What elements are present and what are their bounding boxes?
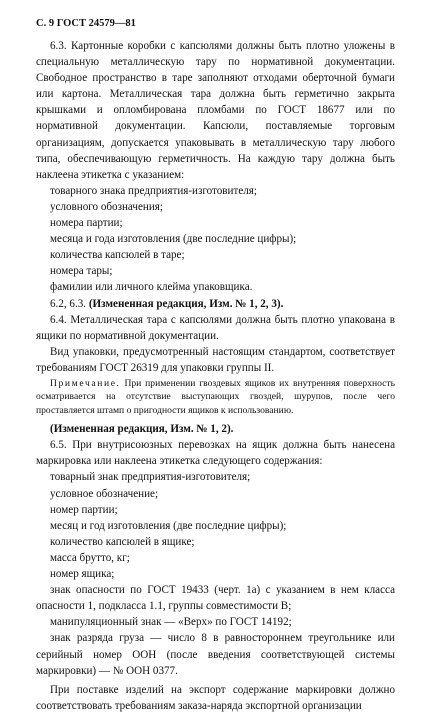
paragraph bbox=[36, 550, 395, 566]
paragraph-text: (Измененная редакция, Изм. № 1, 2). bbox=[50, 423, 234, 436]
paragraph-text: При поставке изделий на экспорт содержание маркировки должно соответствовать требованиям заказа-наряда экспортной организации bbox=[36, 683, 395, 712]
paragraph-text: номер партии; bbox=[50, 503, 118, 516]
revision-note: (Измененная редакция, Изм. № 1, 2, 3). bbox=[88, 297, 284, 310]
paragraph-text: фамилии или личного клейма упаковщика. bbox=[50, 281, 253, 294]
paragraph-text: При применении гвоздевых ящиков их внутренняя поверхность осматривается на отсутствие выступающих гвоздей, шурупов, после чего проставляется штамп о пригодности ящиков к использованию. bbox=[36, 377, 395, 416]
paragraph bbox=[36, 534, 395, 550]
paragraph bbox=[36, 263, 395, 279]
paragraph-text: номера тары; bbox=[50, 265, 113, 278]
paragraph bbox=[36, 296, 395, 312]
paragraph bbox=[36, 215, 395, 231]
document-body bbox=[36, 38, 395, 714]
page-header: С. 9 ГОСТ 24579—81 bbox=[36, 18, 136, 29]
paragraph bbox=[36, 231, 395, 247]
paragraph bbox=[36, 582, 395, 614]
paragraph bbox=[36, 614, 395, 630]
paragraph-text: манипуляционный знак — «Верх» по ГОСТ 14192; bbox=[50, 616, 292, 629]
paragraph-text: товарный знак предприятия-изготовителя; bbox=[50, 471, 251, 484]
paragraph bbox=[36, 312, 395, 344]
paragraph bbox=[36, 421, 395, 437]
paragraph bbox=[36, 437, 395, 469]
paragraph bbox=[36, 247, 395, 263]
paragraph-text: знак разряда груза — число 8 в равностороннем треугольнике или серийный номер ООН (после введения соответствующей системы маркировки) — № ООН 0377. bbox=[36, 632, 395, 677]
paragraph-text: номер ящика; bbox=[50, 568, 115, 581]
paragraph-text: количества капсюлей в таре; bbox=[50, 249, 185, 262]
paragraph bbox=[36, 183, 395, 199]
paragraph bbox=[36, 630, 395, 678]
paragraph-text: номера партии; bbox=[50, 217, 123, 230]
paragraph-text: условное обозначение; bbox=[50, 487, 159, 500]
paragraph-text: Вид упаковки, предусмотренный настоящим стандартом, соответствует требованиям ГОСТ 26319 для упаковки группы II. bbox=[36, 345, 395, 374]
paragraph bbox=[36, 682, 395, 714]
paragraph bbox=[36, 566, 395, 582]
paragraph bbox=[36, 502, 395, 518]
paragraph bbox=[36, 486, 395, 502]
paragraph-text: 6.5. При внутрисоюзных перевозках на ящик должна быть нанесена маркировка или наклеена этикетка следующего содержания: bbox=[36, 439, 395, 468]
paragraph bbox=[36, 344, 395, 376]
paragraph-text: знак опасности по ГОСТ 19433 (черт. 1а) с указанием в нем класса опасности 1, подкласса 1.1, группы совместимости В; bbox=[36, 584, 395, 613]
paragraph-text: месяца и года изготовления (две последние цифры); bbox=[50, 233, 297, 246]
paragraph bbox=[36, 469, 395, 485]
paragraph bbox=[36, 279, 395, 295]
paragraph-text: условного обозначения; bbox=[50, 200, 163, 213]
note-paragraph bbox=[36, 377, 395, 417]
paragraph-text: 6.3. Картонные коробки с капсюлями должны быть плотно уложены в специальную металлическую тару по нормативной документации. Свободное пространство в таре заполняют отходами оберточной бумаги или картона. Металлическая тара должна быть герметично закрыта крышками и опломбирована пломбами по ГОСТ 18677 или по нормативной документации. Капсюли, поставляемые торговым организациям, допускается упаковывать в металлическую тару любого типа, обеспечивающую герметичность. На каждую тару должна быть наклеена этикетка с указанием: bbox=[36, 40, 395, 181]
paragraph-text: количество капсюлей в ящике; bbox=[50, 535, 195, 548]
paragraph bbox=[36, 518, 395, 534]
note-label: Примечание. bbox=[50, 377, 121, 389]
paragraph-text: 6.2, 6.3. bbox=[50, 297, 87, 310]
paragraph-text: товарного знака предприятия-изготовителя; bbox=[50, 184, 257, 197]
paragraph-text: масса брутто, кг; bbox=[50, 551, 130, 564]
paragraph bbox=[36, 38, 395, 183]
paragraph-text: 6.4. Металлическая тара с капсюлями должна быть плотно упакована в ящики по нормативной документации. bbox=[36, 313, 395, 342]
paragraph bbox=[36, 199, 395, 215]
paragraph-text: месяц и год изготовления (две последние цифры); bbox=[50, 519, 287, 532]
